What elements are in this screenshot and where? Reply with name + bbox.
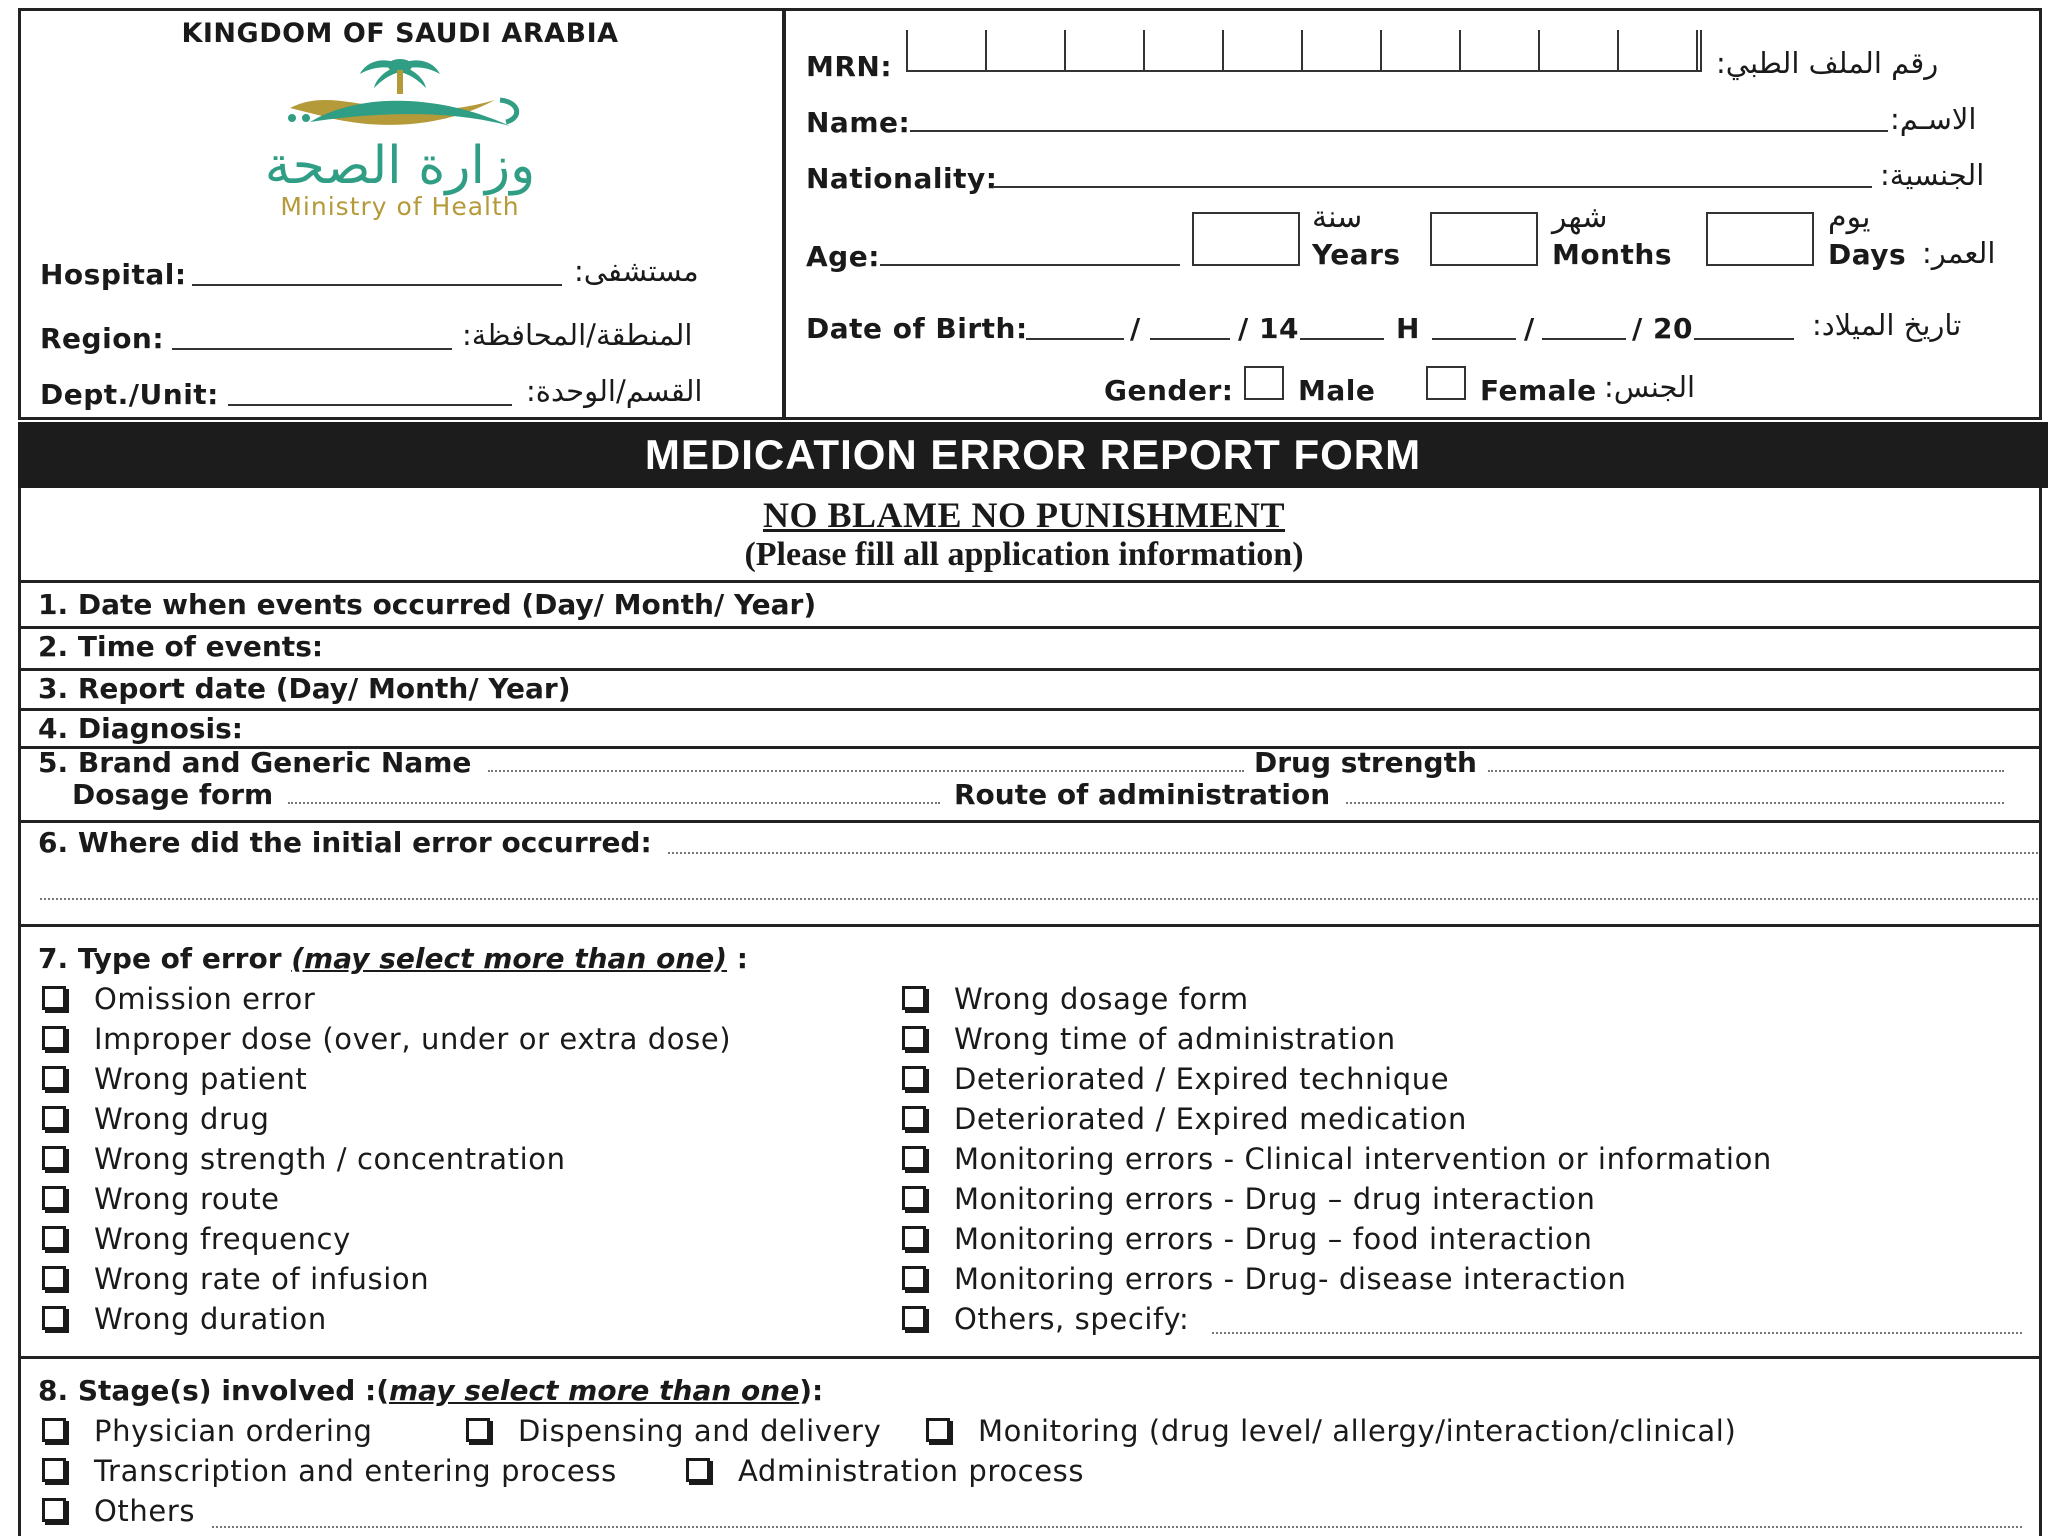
row-6-error-location: 6. Where did the initial error occurred:: [38, 826, 652, 859]
option-label: Wrong strength / concentration: [94, 1142, 566, 1176]
dob-label-ar: تاريخ الميلاد:: [1812, 308, 1962, 342]
checkbox-icon[interactable]: [902, 1186, 926, 1210]
hospital-label-ar: مستشفى:: [574, 254, 699, 288]
error-type-option[interactable]: [42, 1182, 280, 1216]
age-label: Age:: [806, 240, 880, 273]
months-box[interactable]: [1430, 212, 1538, 266]
stage-option[interactable]: [926, 1414, 1736, 1448]
years-label: Years: [1312, 238, 1401, 271]
drug-strength-label: Drug strength: [1254, 746, 1477, 779]
checkbox-icon[interactable]: [902, 1026, 926, 1050]
option-label: Monitoring errors - Clinical intervention or information: [954, 1142, 1772, 1176]
dob-greg-month[interactable]: [1542, 338, 1626, 340]
dob-slash-1: /: [1130, 312, 1141, 345]
male-checkbox[interactable]: [1244, 366, 1284, 400]
checkbox-icon[interactable]: [42, 1498, 66, 1522]
checkbox-icon[interactable]: [902, 1266, 926, 1290]
error-location-field[interactable]: [668, 852, 2038, 854]
checkbox-icon[interactable]: [42, 986, 66, 1010]
row-1-date-occurred: 1. Date when events occurred (Day/ Month/ Year): [38, 588, 817, 621]
checkbox-icon[interactable]: [902, 1106, 926, 1130]
header-divider: [782, 8, 786, 420]
row-2-time: 2. Time of events:: [38, 630, 324, 663]
option-label: Wrong dosage form: [954, 982, 1249, 1016]
days-label-ar: يوم: [1828, 200, 1871, 235]
heading-emphasis: (may select more than one): [291, 942, 728, 975]
age-label-ar: العمر:: [1922, 236, 1996, 270]
age-field[interactable]: [880, 264, 1180, 266]
checkbox-icon[interactable]: [42, 1458, 66, 1482]
gender-label: Gender:: [1104, 374, 1234, 407]
male-label: Male: [1298, 374, 1376, 407]
error-location-field-2[interactable]: [40, 898, 2038, 900]
dept-label: Dept./Unit:: [40, 378, 219, 411]
heading-close: ):: [799, 1374, 824, 1407]
error-type-option[interactable]: [902, 1182, 1595, 1216]
ministry-name-en: Ministry of Health: [280, 192, 520, 221]
years-label-ar: سنة: [1312, 200, 1363, 235]
error-type-option[interactable]: [42, 1022, 731, 1056]
days-box[interactable]: [1706, 212, 1814, 266]
checkbox-icon[interactable]: [902, 986, 926, 1010]
option-label: Wrong drug: [94, 1102, 270, 1136]
checkbox-icon[interactable]: [42, 1266, 66, 1290]
checkbox-icon[interactable]: [926, 1418, 950, 1442]
mrn-label: MRN:: [806, 50, 893, 83]
checkbox-icon[interactable]: [42, 1186, 66, 1210]
kingdom-title: KINGDOM OF SAUDI ARABIA: [181, 18, 619, 49]
hospital-label: Hospital:: [40, 258, 187, 291]
mrn-boxes[interactable]: [906, 30, 1702, 72]
stage-option[interactable]: [686, 1454, 1084, 1488]
row-divider: [18, 1356, 2042, 1359]
error-type-option[interactable]: [902, 1102, 1467, 1136]
error-type-option[interactable]: [42, 1062, 307, 1096]
error-type-option[interactable]: [42, 1302, 327, 1336]
option-label: Deteriorated / Expired technique: [954, 1062, 1450, 1096]
region-label: Region:: [40, 322, 165, 355]
months-label: Months: [1552, 238, 1673, 271]
row-divider: [18, 626, 2042, 629]
checkbox-icon[interactable]: [42, 1418, 66, 1442]
error-type-option[interactable]: [902, 1142, 1772, 1176]
brand-name-field[interactable]: [488, 770, 1244, 772]
checkbox-icon[interactable]: [902, 1226, 926, 1250]
dob-hijri-year-field[interactable]: [1300, 338, 1384, 340]
dob-label: Date of Birth:: [806, 312, 1028, 345]
option-label: Wrong patient: [94, 1062, 308, 1096]
row-5-brand-name: 5. Brand and Generic Name: [38, 746, 472, 779]
option-label: Deteriorated / Expired medication: [954, 1102, 1467, 1136]
option-label: Monitoring errors - Drug – food interaction: [954, 1222, 1593, 1256]
error-type-option[interactable]: [902, 1062, 1449, 1096]
checkbox-icon[interactable]: [42, 1026, 66, 1050]
drug-strength-field[interactable]: [1488, 770, 2004, 772]
nationality-label-ar: الجنسية:: [1880, 158, 1985, 192]
row-divider: [18, 820, 2042, 823]
no-blame-heading: NO BLAME NO PUNISHMENT: [762, 495, 1286, 535]
ministry-name-ar: وزارة الصحة: [264, 136, 536, 196]
checkbox-icon[interactable]: [902, 1066, 926, 1090]
mrn-label-ar: رقم الملف الطبي:: [1716, 46, 1939, 80]
checkbox-icon[interactable]: [42, 1306, 66, 1330]
error-type-option[interactable]: [42, 982, 315, 1016]
stage-option[interactable]: [42, 1494, 195, 1528]
stages-heading: [38, 1374, 823, 1407]
heading-text: 7. Type of error: [38, 942, 282, 975]
row-divider: [18, 708, 2042, 711]
stage-option[interactable]: [466, 1414, 881, 1448]
error-type-option[interactable]: [902, 1222, 1592, 1256]
checkbox-icon[interactable]: [42, 1146, 66, 1170]
row-divider: [18, 580, 2042, 583]
name-label-ar: الاسـم:: [1890, 102, 1977, 136]
checkbox-icon[interactable]: [686, 1458, 710, 1482]
stage-option[interactable]: [42, 1454, 617, 1488]
months-label-ar: شهر: [1552, 200, 1608, 235]
instruction-text: (Please fill all application information): [744, 536, 1304, 573]
type-of-error-heading: [38, 942, 748, 975]
checkbox-icon[interactable]: [902, 1146, 926, 1170]
dob-greg-day[interactable]: [1432, 338, 1516, 340]
option-label: Transcription and entering process: [94, 1454, 617, 1488]
route-field[interactable]: [1346, 802, 2004, 804]
dob-hijri-year: / 14: [1238, 312, 1299, 345]
region-field[interactable]: [172, 348, 452, 350]
option-label: Physician ordering: [94, 1414, 373, 1448]
region-label-ar: المنطقة/المحافظة:: [462, 318, 693, 352]
dept-label-ar: القسم/الوحدة:: [526, 374, 703, 408]
option-label: Administration process: [738, 1454, 1085, 1488]
option-label: Others: [94, 1494, 196, 1528]
name-label: Name:: [806, 106, 911, 139]
form-title: MEDICATION ERROR REPORT FORM: [18, 422, 2048, 488]
error-type-option[interactable]: [42, 1102, 270, 1136]
error-type-option[interactable]: [42, 1262, 429, 1296]
others-specify-field[interactable]: [1212, 1332, 2022, 1334]
row-3-report-date: 3. Report date (Day/ Month/ Year): [38, 672, 571, 705]
option-label: Wrong duration: [94, 1302, 327, 1336]
nationality-label: Nationality:: [806, 162, 998, 195]
error-type-option[interactable]: [902, 1262, 1626, 1296]
option-label: Monitoring errors - Drug- disease interaction: [954, 1262, 1627, 1296]
dob-greg-year-field[interactable]: [1694, 338, 1794, 340]
option-label: Improper dose (over, under or extra dose): [94, 1022, 732, 1056]
dosage-form-field[interactable]: [288, 802, 940, 804]
name-field[interactable]: [910, 130, 1888, 132]
heading-text: 8. Stage(s) involved :(: [38, 1374, 389, 1407]
option-label: Monitoring (drug level/ allergy/interaction/clinical): [978, 1414, 1737, 1448]
female-checkbox[interactable]: [1426, 366, 1466, 400]
row-divider: [18, 668, 2042, 671]
error-type-option[interactable]: [902, 1302, 1189, 1336]
dept-field[interactable]: [228, 404, 512, 406]
option-label: Dispensing and delivery: [518, 1414, 882, 1448]
checkbox-icon[interactable]: [902, 1306, 926, 1330]
stages-others-field[interactable]: [212, 1526, 2022, 1528]
stage-option[interactable]: [42, 1414, 373, 1448]
heading-colon: :: [736, 942, 748, 975]
female-label: Female: [1480, 374, 1597, 407]
nationality-field[interactable]: [994, 186, 1872, 188]
error-type-option[interactable]: [42, 1222, 351, 1256]
error-type-option[interactable]: [902, 982, 1249, 1016]
dob-greg-year: / 20: [1632, 312, 1693, 345]
checkbox-icon[interactable]: [42, 1066, 66, 1090]
row-4-diagnosis: 4. Diagnosis:: [38, 712, 243, 745]
hospital-field[interactable]: [192, 284, 562, 286]
heading-emphasis: may select more than one: [389, 1374, 800, 1407]
option-label: Others, specify:: [954, 1302, 1190, 1336]
palm-icon: [360, 59, 440, 94]
dosage-form-label: Dosage form: [72, 778, 274, 811]
checkbox-icon[interactable]: [42, 1226, 66, 1250]
option-label: Wrong route: [94, 1182, 280, 1216]
error-type-option[interactable]: [42, 1142, 566, 1176]
checkbox-icon[interactable]: [42, 1106, 66, 1130]
error-type-option[interactable]: [902, 1022, 1396, 1056]
dob-hijri-day[interactable]: [1026, 338, 1124, 340]
option-label: Monitoring errors - Drug – drug interaction: [954, 1182, 1596, 1216]
row-divider: [18, 924, 2042, 927]
days-label: Days: [1828, 238, 1907, 271]
dob-hijri-month[interactable]: [1150, 338, 1230, 340]
years-box[interactable]: [1192, 212, 1300, 266]
route-label: Route of administration: [954, 778, 1331, 811]
gender-label-ar: الجنس:: [1604, 370, 1696, 404]
option-label: Wrong time of administration: [954, 1022, 1396, 1056]
option-label: Wrong frequency: [94, 1222, 351, 1256]
dob-hijri-marker: H: [1396, 312, 1420, 345]
checkbox-icon[interactable]: [466, 1418, 490, 1442]
dob-slash-2: /: [1524, 312, 1535, 345]
option-label: Wrong rate of infusion: [94, 1262, 430, 1296]
option-label: Omission error: [94, 982, 316, 1016]
